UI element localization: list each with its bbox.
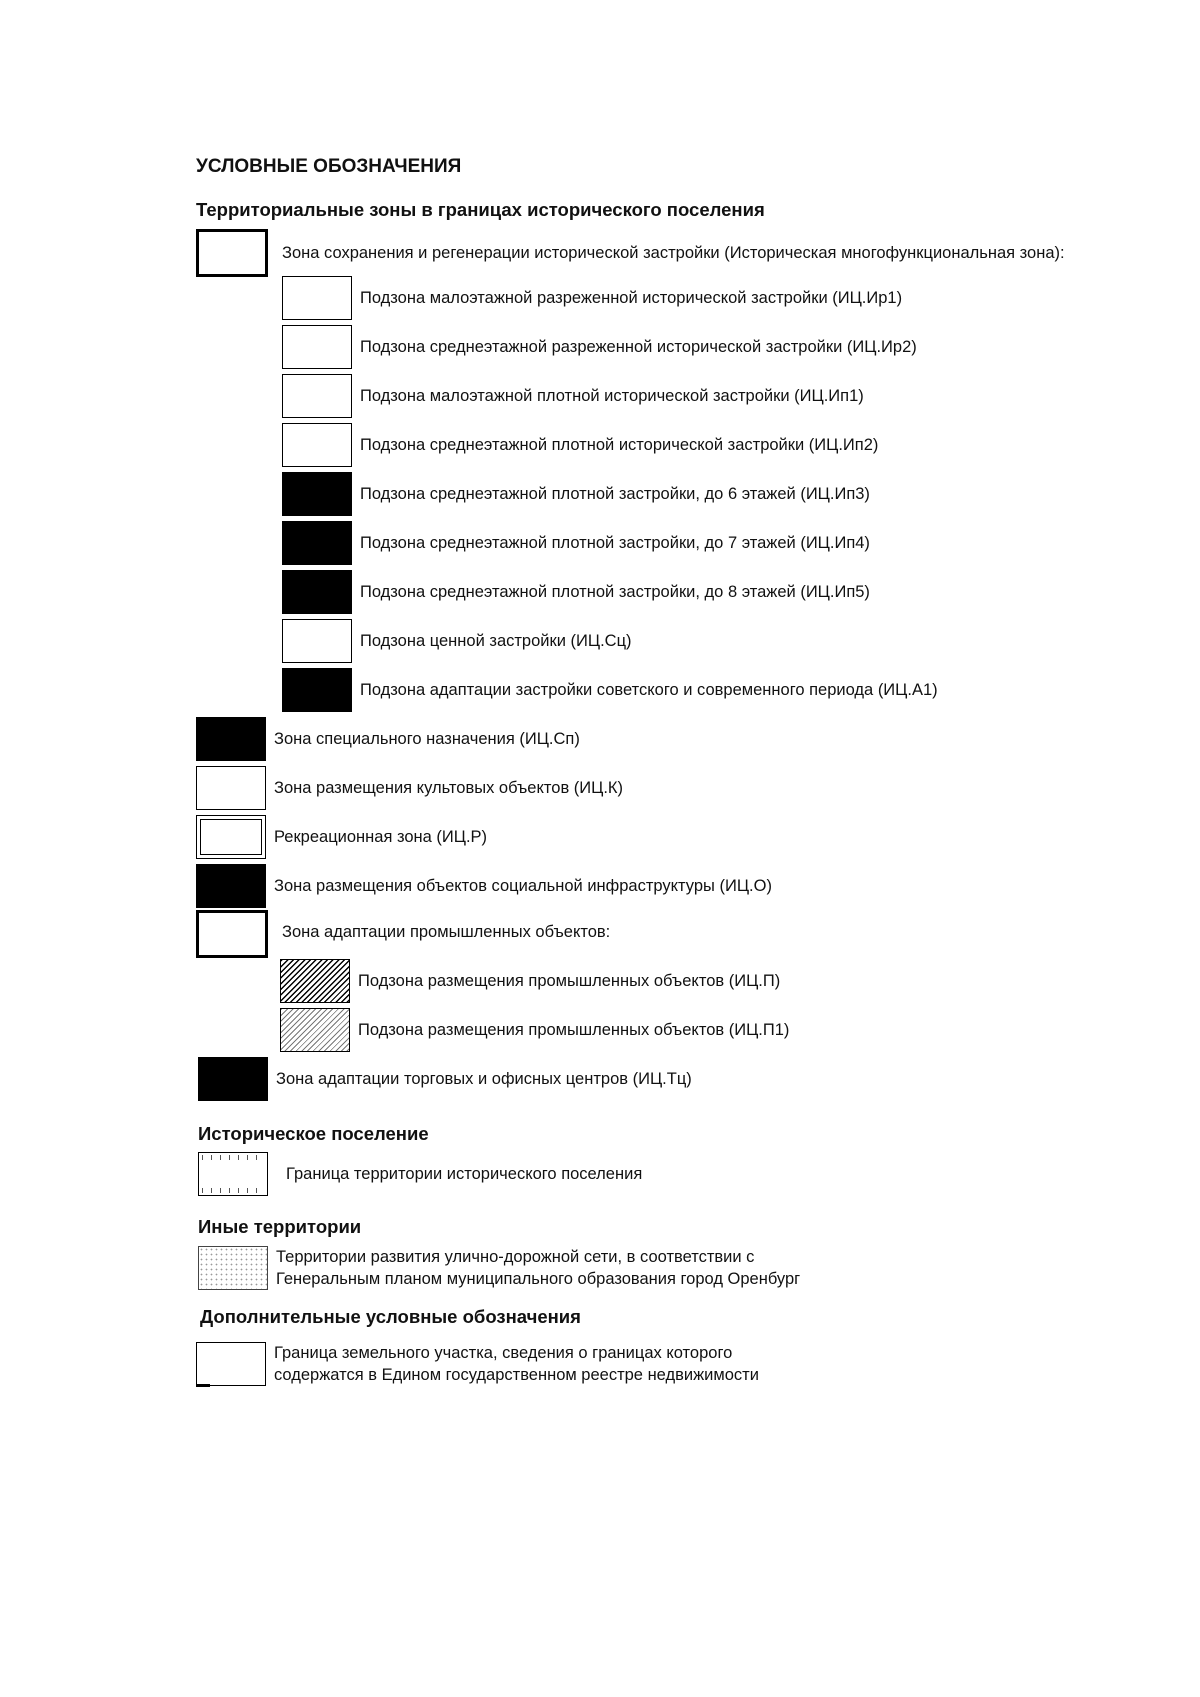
legend-swatch-ip5 bbox=[282, 570, 352, 614]
additional-heading: Дополнительные условные обозначения bbox=[200, 1306, 581, 1327]
legend-label-tc: Зона адаптации торговых и офисных центров (ИЦ.Тц) bbox=[276, 1070, 692, 1088]
legend-label-ip2: Подзона среднеэтажной плотной исторической застройки (ИЦ.Ип2) bbox=[360, 436, 879, 454]
legend-label-r: Рекреационная зона (ИЦ.Р) bbox=[274, 828, 488, 846]
historic-heading: Историческое поселение bbox=[198, 1123, 429, 1144]
legend-swatch-tc bbox=[198, 1057, 268, 1101]
legend-label-o: Зона размещения объектов социальной инфраструктуры (ИЦ.О) bbox=[274, 877, 772, 895]
legend-swatch-sp bbox=[196, 717, 266, 761]
legend-label-p: Подзона размещения промышленных объектов (ИЦ.П) bbox=[358, 972, 781, 990]
legend-swatch-ip2 bbox=[282, 423, 352, 467]
legend-label-ir1: Подзона малоэтажной разреженной исторической застройки (ИЦ.Ир1) bbox=[360, 289, 903, 307]
legend-label-sc: Подзона ценной застройки (ИЦ.Сц) bbox=[360, 632, 632, 650]
legend-swatch-o bbox=[196, 864, 266, 908]
legend-label-historic-zone: Зона сохранения и регенерации исторической застройки (Историческая многофункциональная зона): bbox=[282, 244, 1065, 262]
legend-label-ir2: Подзона среднеэтажной разреженной исторической застройки (ИЦ.Ир2) bbox=[360, 338, 917, 356]
legend-swatch-k bbox=[196, 766, 266, 810]
legend-label-road-network-line1: Территории развития улично-дорожной сети, в соответствии с bbox=[276, 1248, 755, 1266]
legend-label-p1: Подзона размещения промышленных объектов (ИЦ.П1) bbox=[358, 1021, 790, 1039]
legend-label-sp: Зона специального назначения (ИЦ.Сп) bbox=[274, 730, 580, 748]
legend-label-road-network-line2: Генеральным планом муниципального образования город Оренбург bbox=[276, 1270, 801, 1288]
parcel-stub-mark bbox=[196, 1384, 210, 1387]
legend-swatch-p bbox=[280, 959, 350, 1003]
legend-swatch-ir1 bbox=[282, 276, 352, 320]
legend-label-land-parcel-line2: содержатся в Едином государственном реестре недвижимости bbox=[274, 1366, 759, 1384]
legend-label-land-parcel-line1: Граница земельного участка, сведения о границах которого bbox=[274, 1344, 733, 1362]
legend-label-industrial-zone: Зона адаптации промышленных объектов: bbox=[282, 923, 611, 941]
legend-label-a1: Подзона адаптации застройки советского и современного периода (ИЦ.А1) bbox=[360, 681, 938, 699]
legend-label-ip3: Подзона среднеэтажной плотной застройки, до 6 этажей (ИЦ.Ип3) bbox=[360, 485, 870, 503]
legend-swatch-industrial-zone bbox=[196, 910, 268, 958]
legend-title: УСЛОВНЫЕ ОБОЗНАЧЕНИЯ bbox=[196, 156, 462, 177]
legend-swatch-ip3 bbox=[282, 472, 352, 516]
legend-swatch-r bbox=[196, 815, 266, 859]
legend-swatch-ip4 bbox=[282, 521, 352, 565]
legend-label-historic-boundary: Граница территории исторического поселения bbox=[286, 1165, 643, 1183]
legend-swatch-p1 bbox=[280, 1008, 350, 1052]
legend-swatch-historic-boundary bbox=[198, 1152, 268, 1196]
legend-label-ip4: Подзона среднеэтажной плотной застройки, до 7 этажей (ИЦ.Ип4) bbox=[360, 534, 870, 552]
legend-label-ip5: Подзона среднеэтажной плотной застройки, до 8 этажей (ИЦ.Ип5) bbox=[360, 583, 870, 601]
legend-swatch-ir2 bbox=[282, 325, 352, 369]
legend-swatch-road-network bbox=[198, 1246, 268, 1290]
legend-swatch-ip1 bbox=[282, 374, 352, 418]
legend-label-ip1: Подзона малоэтажной плотной исторической застройки (ИЦ.Ип1) bbox=[360, 387, 864, 405]
other-heading: Иные территории bbox=[198, 1216, 362, 1237]
legend-label-k: Зона размещения культовых объектов (ИЦ.К) bbox=[274, 779, 624, 797]
legend-swatch-land-parcel bbox=[196, 1342, 266, 1386]
legend-swatch-sc bbox=[282, 619, 352, 663]
legend-swatch-historic-zone bbox=[196, 229, 268, 277]
legend-swatch-a1 bbox=[282, 668, 352, 712]
zones-heading: Территориальные зоны в границах исторического поселения bbox=[196, 199, 765, 220]
